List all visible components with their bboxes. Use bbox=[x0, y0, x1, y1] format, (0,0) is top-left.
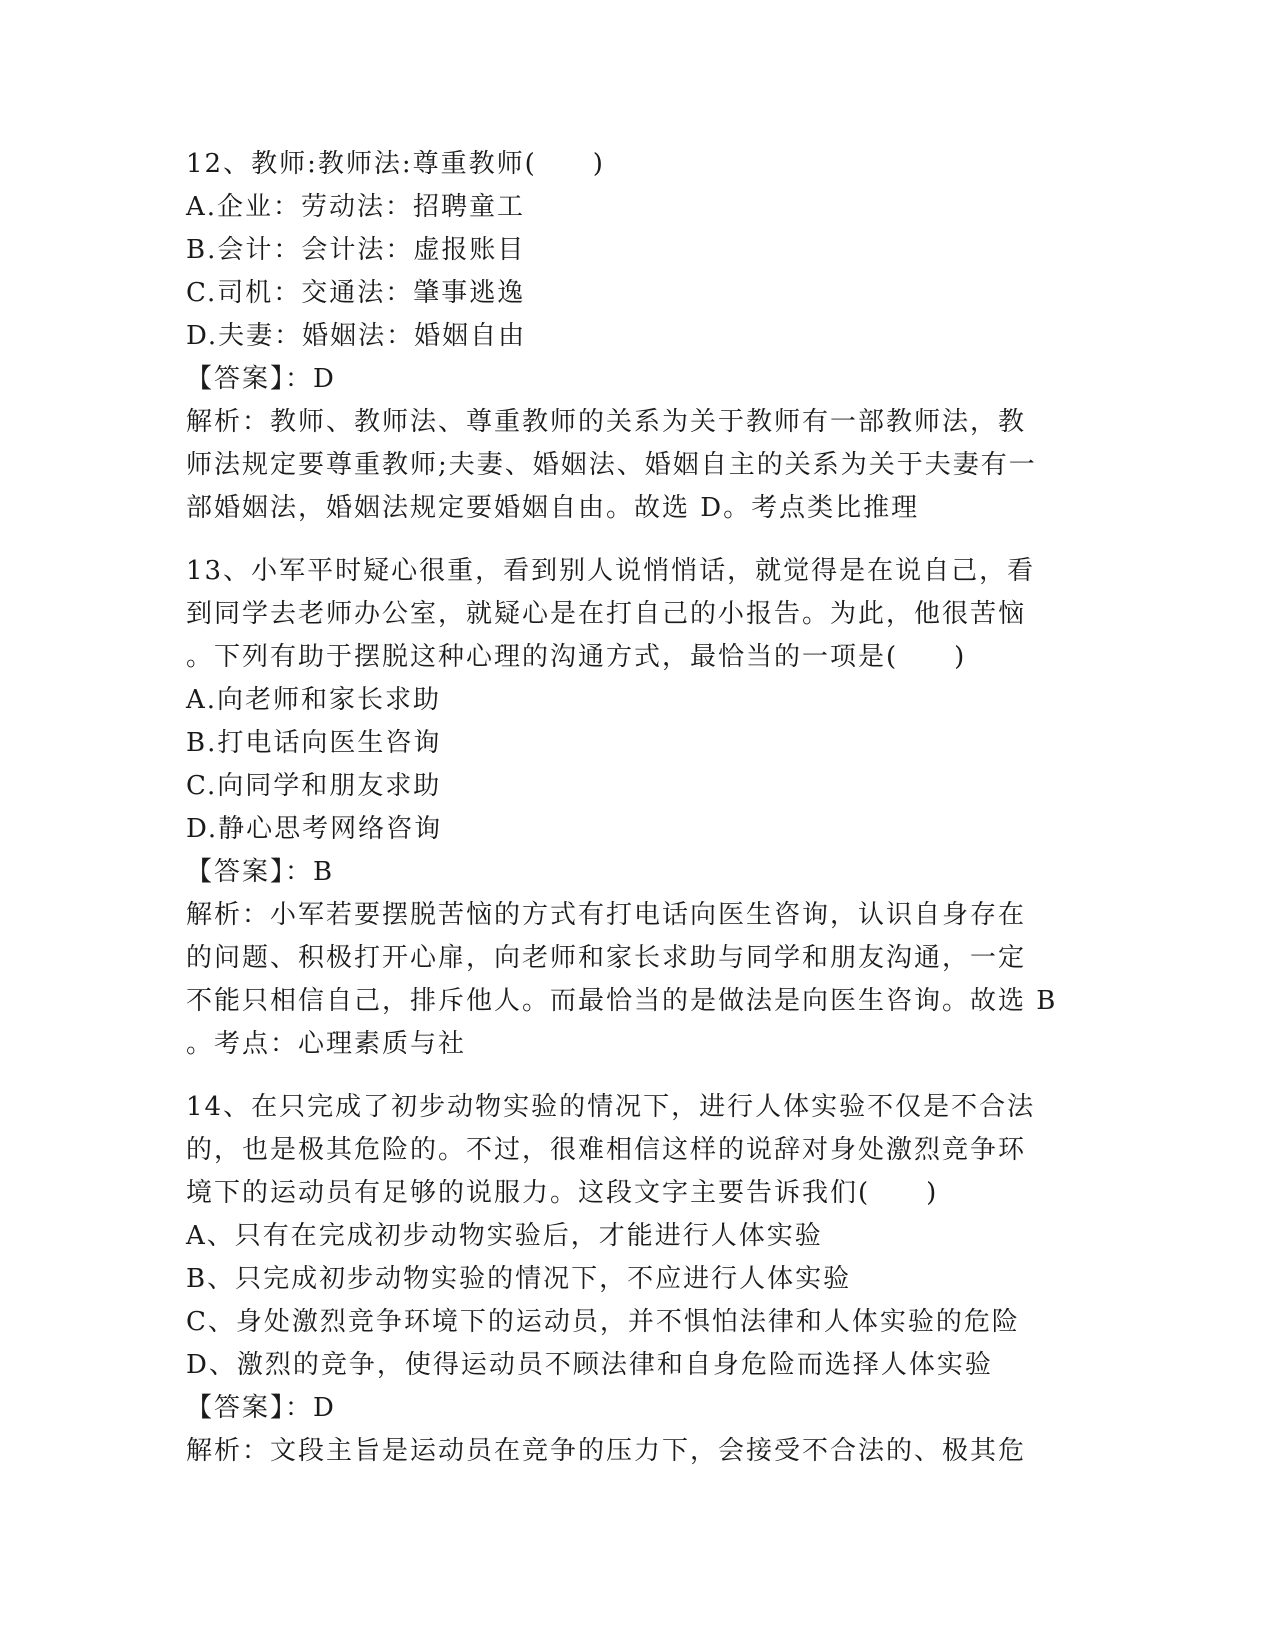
question-13 bbox=[186, 550, 1066, 1066]
question-13-option-b: B.打电话向医生咨询 bbox=[186, 728, 442, 758]
question-12-option-a: A.企业：劳动法：招聘童工 bbox=[186, 192, 526, 222]
question-13-analysis-line: 的问题、积极打开心扉，向老师和家长求助与同学和朋友沟通，一定 bbox=[186, 943, 1027, 973]
question-12-analysis-line: 部婚姻法，婚姻法规定要婚姻自由。故选 D。考点类比推理 bbox=[186, 493, 920, 523]
question-14-option-d: D、激烈的竞争，使得运动员不顾法律和自身危险而选择人体实验 bbox=[186, 1350, 993, 1380]
question-13-stem-line: 。下列有助于摆脱这种心理的沟通方式，最恰当的一项是( ) bbox=[186, 642, 967, 672]
question-14-stem-line: 境下的运动员有足够的说服力。这段文字主要告诉我们( ) bbox=[186, 1178, 939, 1208]
question-13-analysis-line: 。考点：心理素质与社 bbox=[186, 1029, 467, 1059]
question-12-option-c: C.司机：交通法：肇事逃逸 bbox=[186, 278, 526, 308]
question-13-option-c: C.向同学和朋友求助 bbox=[186, 771, 442, 801]
question-14 bbox=[186, 1086, 1066, 1473]
question-13-option-d: D.静心思考网络咨询 bbox=[186, 814, 443, 844]
question-12-option-d: D.夫妻：婚姻法：婚姻自由 bbox=[186, 321, 527, 351]
question-13-stem-line: 13、小军平时疑心很重，看到别人说悄悄话，就觉得是在说自己，看 bbox=[186, 556, 1036, 586]
question-14-stem-line: 14、在只完成了初步动物实验的情况下，进行人体实验不仅是不合法 bbox=[186, 1092, 1036, 1122]
document-page bbox=[186, 143, 1066, 1473]
question-13-option-a: A.向老师和家长求助 bbox=[186, 685, 442, 715]
question-14-option-a: A、只有在完成初步动物实验后，才能进行人体实验 bbox=[186, 1221, 823, 1251]
question-12-analysis-line: 解析：教师、教师法、尊重教师的关系为关于教师有一部教师法，教 bbox=[186, 407, 1027, 437]
question-13-stem-line: 到同学去老师办公室，就疑心是在打自己的小报告。为此，他很苦恼 bbox=[186, 599, 1027, 629]
question-12-stem: 12、教师:教师法:尊重教师( ) bbox=[186, 149, 605, 179]
question-14-analysis-line: 解析：文段主旨是运动员在竞争的压力下，会接受不合法的、极其危 bbox=[186, 1436, 1027, 1466]
question-12-answer: 【答案】：D bbox=[186, 364, 336, 394]
question-12-option-b: B.会计：会计法：虚报账目 bbox=[186, 235, 526, 265]
question-14-option-b: B、只完成初步动物实验的情况下，不应进行人体实验 bbox=[186, 1264, 852, 1294]
question-13-analysis-line: 不能只相信自己，排斥他人。而最恰当的是做法是向医生咨询。故选 B bbox=[186, 986, 1058, 1016]
question-14-answer: 【答案】：D bbox=[186, 1393, 336, 1423]
question-12 bbox=[186, 143, 1066, 530]
question-13-answer: 【答案】：B bbox=[186, 857, 335, 887]
question-12-analysis-line: 师法规定要尊重教师;夫妻、婚姻法、婚姻自主的关系为关于夫妻有一 bbox=[186, 450, 1037, 480]
question-14-option-c: C、身处激烈竞争环境下的运动员，并不惧怕法律和人体实验的危险 bbox=[186, 1307, 1020, 1337]
question-14-stem-line: 的，也是极其危险的。不过，很难相信这样的说辞对身处激烈竞争环 bbox=[186, 1135, 1027, 1165]
question-13-analysis-line: 解析：小军若要摆脱苦恼的方式有打电话向医生咨询，认识自身存在 bbox=[186, 900, 1027, 930]
